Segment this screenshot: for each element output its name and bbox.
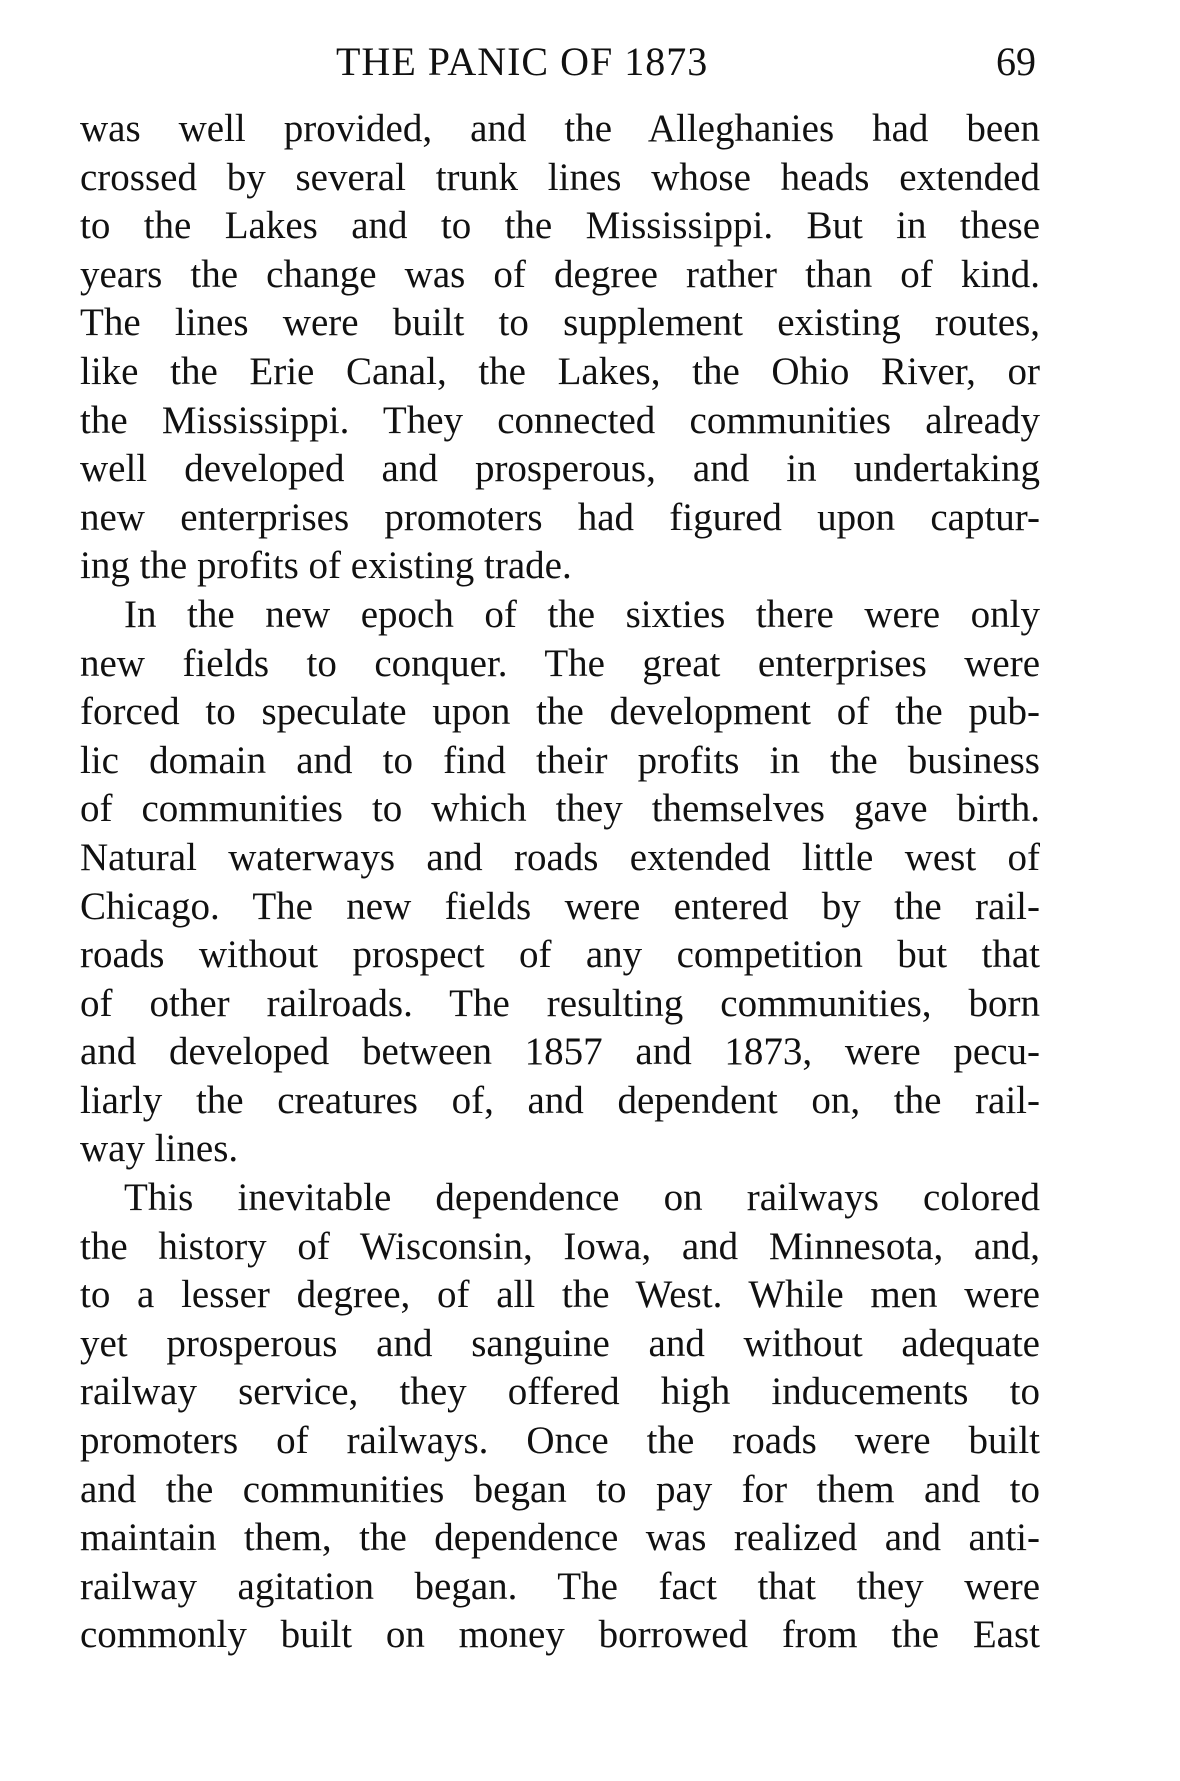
- text-line: like the Erie Canal, the Lakes, the Ohio River, or: [80, 349, 1040, 393]
- text-line: This inevitable dependence on railways colored: [124, 1176, 1040, 1220]
- text-line: and the communities began to pay for them and to: [80, 1467, 1040, 1511]
- text-line: well developed and prosperous, and in undertaking: [80, 447, 1040, 491]
- body-text: [80, 105, 1040, 1660]
- text-line: roads without prospect of any competition but that: [80, 933, 1040, 977]
- text-line: was well provided, and the Alleghanies had been: [80, 107, 1040, 150]
- text-line: way lines.: [80, 1127, 239, 1171]
- paragraph-2: [80, 591, 1040, 1174]
- text-line: yet prosperous and sanguine and without adequate: [80, 1321, 1040, 1365]
- text-line: crossed by several trunk lines whose heads extended: [80, 155, 1040, 199]
- text-line: maintain them, the dependence was realized and anti-: [80, 1516, 1040, 1560]
- page-number: 69: [996, 39, 1036, 84]
- text-line: ing the profits of existing trade.: [80, 544, 572, 588]
- text-line: railway agitation began. The fact that they were: [80, 1564, 1040, 1608]
- text-line: The lines were built to supplement existing routes,: [80, 301, 1040, 345]
- text-line: new fields to conquer. The great enterprises were: [80, 641, 1040, 685]
- paragraph-3: [80, 1174, 1040, 1660]
- text-line: promoters of railways. Once the roads were built: [80, 1419, 1040, 1463]
- text-line: lic domain and to find their profits in the business: [80, 738, 1040, 782]
- page-header: [86, 38, 1036, 88]
- text-line: of communities to which they themselves gave birth.: [80, 787, 1040, 831]
- text-line: years the change was of degree rather than of kind.: [80, 252, 1040, 296]
- text-line: forced to speculate upon the development of the pub-: [80, 690, 1040, 734]
- text-line: Natural waterways and roads extended little west of: [80, 835, 1040, 879]
- text-line: new enterprises promoters had figured upon captur-: [80, 495, 1040, 539]
- text-line: railway service, they offered high inducements to: [80, 1370, 1040, 1414]
- running-title: THE PANIC OF 1873: [336, 39, 709, 84]
- text-line: and developed between 1857 and 1873, were pecu-: [80, 1030, 1040, 1074]
- text-line: of other railroads. The resulting communities, born: [80, 981, 1040, 1025]
- text-line: Chicago. The new fields were entered by the rail-: [80, 884, 1040, 928]
- text-line: liarly the creatures of, and dependent on, the rail-: [80, 1078, 1040, 1122]
- text-line: In the new epoch of the sixties there were only: [124, 592, 1040, 636]
- text-line: to the Lakes and to the Mississippi. But in these: [80, 204, 1040, 248]
- text-line: the history of Wisconsin, Iowa, and Minnesota, and,: [80, 1224, 1040, 1268]
- text-line: commonly built on money borrowed from the East: [80, 1613, 1040, 1657]
- text-line: to a lesser degree, of all the West. While men were: [80, 1273, 1040, 1317]
- text-line: the Mississippi. They connected communities already: [80, 398, 1040, 442]
- paragraph-1: [80, 105, 1040, 591]
